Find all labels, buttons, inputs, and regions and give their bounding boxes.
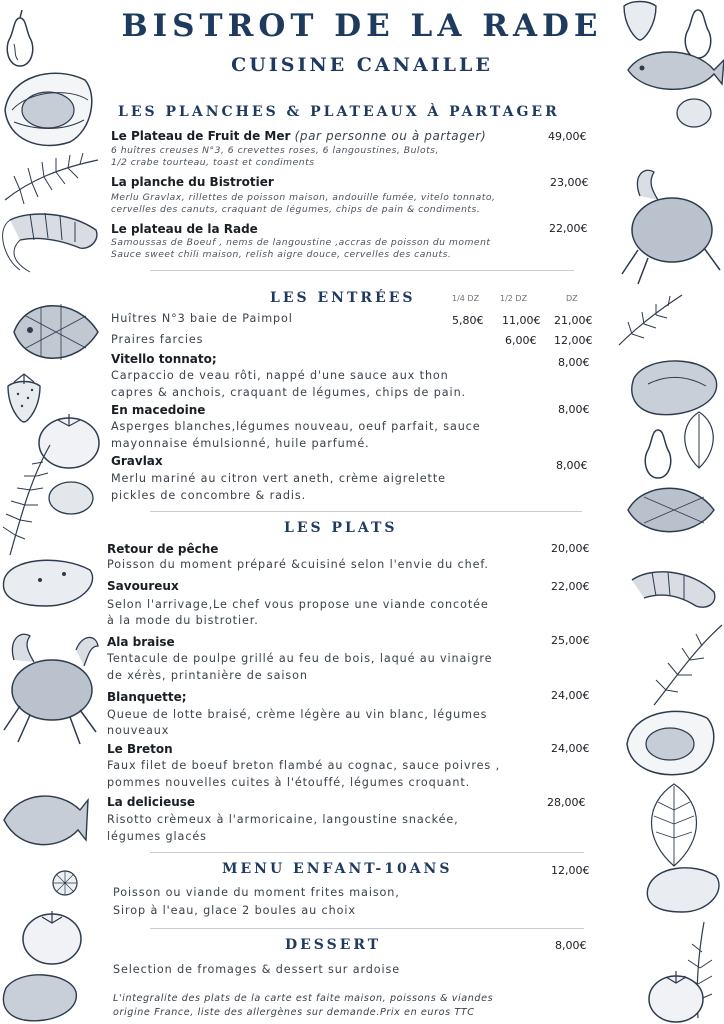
item-description: Samoussas de Boeuf , nems de langoustine ,accras de poisson du moment	[111, 237, 491, 248]
section-heading-planches: LES PLANCHES & PLATEAUX À PARTAGER	[118, 104, 560, 120]
restaurant-subtitle: CUISINE CANAILLE	[231, 54, 493, 76]
lemon-icon	[46, 478, 96, 518]
section-heading-dessert: DESSERT	[285, 937, 382, 953]
left-illustration-column	[0, 0, 110, 1024]
item-description: Asperges blanches,légumes nouveau, oeuf parfait, sauce	[111, 420, 481, 433]
item-price: 24,00€	[551, 689, 590, 702]
item-description: Tentacule de poulpe grillé au feu de bois, laqué au vinaigre	[107, 652, 493, 665]
item-price: 24,00€	[551, 742, 590, 755]
column-dozen: DZ	[566, 294, 578, 303]
item-description: nouveaux	[107, 724, 170, 737]
item-blanquette: Blanquette;	[107, 690, 187, 704]
crab-icon-right	[614, 160, 724, 290]
item-planche-bistrotier: La planche du Bistrotier	[111, 175, 274, 189]
item-description: légumes glacés	[107, 830, 207, 843]
item-praires: Praires farcies	[111, 333, 204, 346]
item-name: Le Plateau de Fruit de Mer	[111, 129, 291, 143]
potato-icon	[0, 550, 100, 610]
item-price: 8,00€	[555, 939, 587, 952]
item-description: de xérès, printanière de saison	[107, 669, 308, 682]
item-huitres: Huîtres N°3 baie de Paimpol	[111, 312, 293, 325]
footer-note: L'integralite des plats de la carte est faite maison, poissons & viandes	[113, 993, 494, 1004]
item-description: Selection de fromages & dessert sur ardoise	[113, 963, 401, 976]
item-description: mayonnaise émulsionné, huile parfumé.	[111, 437, 370, 450]
item-description: pickles de concombre & radis.	[111, 489, 307, 502]
item-price: 22,00€	[549, 222, 588, 235]
item-ala-braise: Ala braise	[107, 635, 175, 649]
tomato-icon-2	[20, 905, 84, 967]
item-description: Carpaccio de veau rôti, nappé d'une sauce aux thon	[111, 369, 449, 382]
section-heading-entrees: LES ENTRÉES	[270, 290, 416, 306]
flatfish-icon	[0, 780, 90, 860]
shrimp-icon	[0, 200, 108, 280]
item-price: 23,00€	[550, 176, 589, 189]
palm-leaf-icon-right	[644, 620, 724, 710]
divider	[150, 270, 574, 271]
price-half-dozen: 11,00€	[502, 314, 541, 327]
item-price: 25,00€	[551, 634, 590, 647]
section-heading-enfant: MENU ENFANT-10ANS	[222, 861, 453, 877]
item-description: Risotto crèmeux à l'armoricaine, langoustine snackée,	[107, 813, 459, 826]
potato-icon-right	[644, 860, 724, 916]
item-description: Selon l'arrivage,Le chef vous propose une viande concotée	[107, 598, 489, 611]
steak-icon	[0, 968, 80, 1024]
divider	[150, 928, 584, 929]
oyster-icon-right	[622, 700, 722, 780]
item-description: 1/2 crabe tourteau, toast et condiments	[111, 157, 315, 168]
item-plateau-rade: Le plateau de la Rade	[111, 222, 258, 236]
fern-icon-right	[614, 290, 684, 350]
item-description: Sirop à l'eau, glace 2 boules au choix	[113, 904, 356, 917]
item-gravlax: Gravlax	[111, 454, 163, 468]
item-description: à la mode du bistrotier.	[107, 614, 259, 627]
restaurant-title: BISTROT DE LA RADE	[121, 8, 603, 44]
right-illustration-column	[614, 0, 724, 1024]
pear-icon-right-2	[638, 420, 678, 480]
item-retour-de-peche: Retour de pêche	[107, 542, 219, 556]
item-price: 8,00€	[556, 459, 588, 472]
item-description: Poisson ou viande du moment frites maison,	[113, 886, 400, 899]
price-dozen: 12,00€	[554, 334, 593, 347]
price-dozen: 21,00€	[554, 314, 593, 327]
divider	[150, 852, 584, 853]
divider	[150, 511, 582, 512]
item-vitello-tonnato: Vitello tonnato;	[111, 352, 217, 366]
item-price: 49,00€	[548, 130, 587, 143]
item-plateau-fruit-de-mer	[111, 129, 486, 143]
lemon-slice-icon	[50, 868, 80, 898]
section-heading-plats: LES PLATS	[284, 520, 398, 536]
price-half-dozen: 6,00€	[505, 334, 537, 347]
lime-icon	[674, 95, 714, 131]
item-description: Merlu mariné au citron vert aneth, crème aigrelette	[111, 472, 446, 485]
item-description: cervelles des canuts, craquant de légumes, chips de pain & condiments.	[111, 204, 481, 215]
item-description: pommes nouvelles cuites à l'étouffé, légumes croquant.	[107, 776, 471, 789]
item-price: 22,00€	[551, 580, 590, 593]
item-description: 6 huîtres creuses N°3, 6 crevettes roses, 6 langoustines, Bulots,	[111, 145, 439, 156]
item-price: 8,00€	[558, 356, 590, 369]
fish-icon-right-2	[624, 475, 724, 545]
item-en-macedoine: En macedoine	[111, 403, 206, 417]
fish-icon	[6, 292, 106, 372]
item-price: 12,00€	[551, 864, 590, 877]
column-quarter-dozen: 1/4 DZ	[452, 294, 480, 303]
item-price: 28,00€	[547, 796, 586, 809]
item-la-delicieuse: La delicieuse	[107, 795, 196, 809]
leaf-icon	[676, 410, 722, 470]
item-price: 20,00€	[551, 542, 590, 555]
crab-icon	[0, 620, 108, 750]
item-description: capres & anchois, craquant de légumes, chips de pain.	[111, 386, 467, 399]
item-description: Queue de lotte braisé, crème légère au vin blanc, légumes	[107, 708, 488, 721]
item-description: Sauce sweet chili maison, relish aigre douce, cervelles des canuts.	[111, 249, 452, 260]
item-description: Poisson du moment préparé &cuisiné selon l'envie du chef.	[107, 558, 489, 571]
item-le-breton: Le Breton	[107, 742, 173, 756]
item-description: Faux filet de boeuf breton flambé au cognac, sauce poivres ,	[107, 759, 501, 772]
footer-note: origine France, liste des allergènes sur demande.Prix en euros TTC	[113, 1007, 475, 1018]
item-description: Merlu Gravlax, rillettes de poisson maison, andouille fumée, vitelo tonnato,	[111, 192, 496, 203]
item-note: (par personne ou à partager)	[294, 129, 487, 143]
item-price: 8,00€	[558, 403, 590, 416]
item-savoureux: Savoureux	[107, 579, 179, 593]
leaf-icon-right-2	[634, 780, 714, 870]
price-quarter-dozen: 5,80€	[452, 314, 484, 327]
tomato-icon-right	[646, 965, 706, 1024]
column-half-dozen: 1/2 DZ	[500, 294, 528, 303]
